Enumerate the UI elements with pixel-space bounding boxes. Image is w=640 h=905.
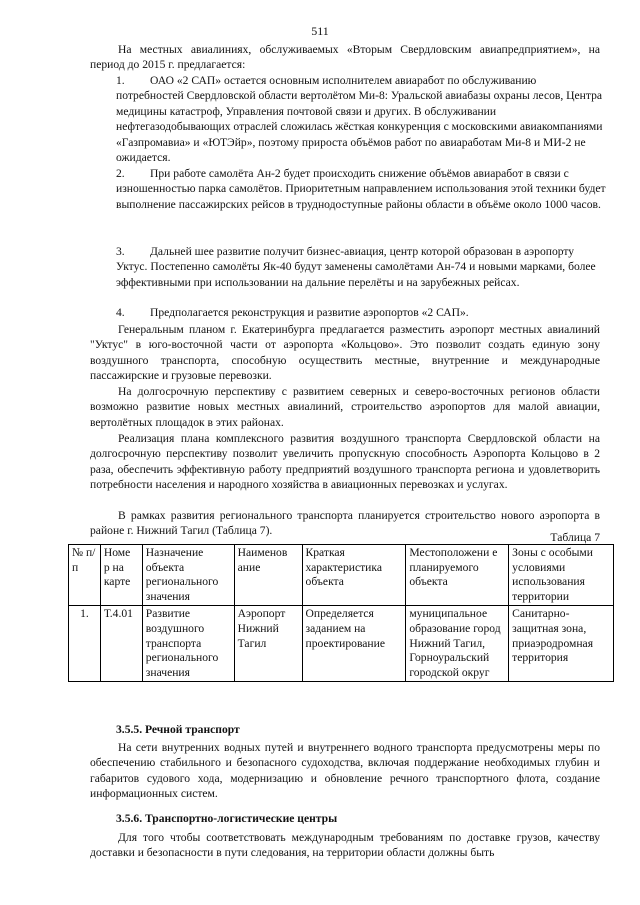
header-cell-name: Наименов ание — [234, 545, 302, 606]
table-row — [69, 606, 614, 682]
table-header-row — [69, 545, 614, 606]
paragraph-river-transport: На сети внутренних водных путей и внутреннего водного транспорта предусмотрены меры по обеспечению стабильного и безопасного судоходства, включая поддержание необходимых глубин и габаритов судового хода, модернизацию и обновление речного транспортного флота, создание информационных систем. — [90, 741, 600, 801]
list-item-3 — [116, 244, 606, 290]
table-caption: Таблица 7 — [550, 531, 600, 544]
list-item-number: 1. — [116, 74, 125, 87]
paragraph-nizhny-tagil: В рамках развития регионального транспорта планируется строительство нового аэропорта в районе г. Нижний Тагил (Таблица 7). — [90, 509, 600, 538]
list-item-1 — [116, 73, 606, 165]
airports-table — [68, 544, 614, 682]
header-cell-number: № п/п — [69, 545, 101, 606]
paragraph-koltsovo: Реализация плана комплексного развития воздушного транспорта Свердловской области на долгосрочную перспективу позволит увеличить пропускную способность Аэропорта Кольцово в 2 раза, обеспечить эффективную работу предприятий воздушного транспорта региона и удовлетворить потребности населения и народного хозяйства в авиационных перевозках и услугах. — [90, 432, 600, 492]
list-item-number: 2. — [116, 167, 125, 180]
header-cell-zones: Зоны с особыми условиями использования территории — [509, 545, 614, 606]
cell-description: Определяется заданием на проектирование — [302, 606, 406, 682]
list-item-number: 3. — [116, 245, 125, 258]
list-item-text: При работе самолёта Ан-2 будет происходить снижение объёмов авиаработ в связи с изношенностью парка самолётов. Приоритетным направлением использования этой техники будет выполнение пассажирских рейсов в труднодоступные районы области в объёме около 1000 часов. — [116, 167, 606, 211]
list-item-text: ОАО «2 САП» остается основным исполнителем авиаработ по обслуживанию потребностей Свердловской области вертолётом Ми-8: Уральской авиабазы охраны лесов, Центра медицины катастроф, Управления почтовой связи и других. В обслуживании нефтегазодобывающих отраслей сложилась жёсткая конкуренция с московскими авиакомпаниями «Газпромавиа» и «ЮТЭйр», поэтому прироста объёмов работ по авиаработам Ми-8 и МИ-2 не ожидается. — [116, 74, 603, 165]
list-item-text: Предполагается реконструкция и развитие аэропортов «2 САП». — [150, 306, 469, 319]
list-item-2 — [116, 166, 606, 212]
header-cell-description: Краткая характеристика объекта — [302, 545, 406, 606]
list-item-4 — [116, 305, 606, 320]
paragraph-logistics-centers: Для того чтобы соответствовать международным требованиям по доставке грузов, качеству доставки и безопасности в пути следования, на территории области должны быть — [90, 831, 600, 860]
cell-purpose: Развитие воздушного транспорта регионального значения — [142, 606, 234, 682]
heading-logistics-centers: 3.5.6. Транспортно-логистические центры — [116, 812, 338, 825]
intro-paragraph: На местных авиалиниях, обслуживаемых «Вторым Свердловским авиапредприятием», на период до 2015 г. предлагается: — [90, 43, 600, 72]
cell-name: Аэропорт Нижний Тагил — [234, 606, 302, 682]
list-item-number: 4. — [116, 306, 125, 319]
paragraph-long-term: На долгосрочную перспективу с развитием северных и северо-восточных регионов области возможно развитие новых местных авиалиний, строительство аэропортов для малой авиации, вертолётных площадок в этих районах. — [90, 385, 600, 429]
heading-river-transport: 3.5.5. Речной транспорт — [116, 723, 240, 736]
cell-map-number: Т.4.01 — [100, 606, 142, 682]
paragraph-uktus: Генеральным планом г. Екатеринбурга предлагается разместить аэропорт местных авиалиний "Уктус" в юго-восточной части от аэропорта «Кольцово». Это позволит создать единую зону воздушного транспорта, способную осуществить местные, внутренние и международные пассажирские и грузовые перевозки. — [90, 323, 600, 383]
cell-location: муниципальное образование город Нижний Тагил, Горноуральский городской округ — [406, 606, 509, 682]
cell-number: 1. — [69, 606, 101, 682]
header-cell-purpose: Назначение объекта регионального значения — [142, 545, 234, 606]
cell-zones: Санитарно-защитная зона, приаэродромная территория — [509, 606, 614, 682]
list-item-text: Дальней шее развитие получит бизнес-авиация, центр которой образован в аэропорту Уктус. Постепенно самолёты Як-40 будут заменены самолётами Ан-74 и новыми марками, более эффективными при использовании на дальние перелёты и на зарубежных рейсах. — [116, 245, 596, 289]
header-cell-location: Местоположени е планируемого объекта — [406, 545, 509, 606]
header-cell-map-number: Номе р на карте — [100, 545, 142, 606]
page-number: 511 — [311, 24, 329, 38]
